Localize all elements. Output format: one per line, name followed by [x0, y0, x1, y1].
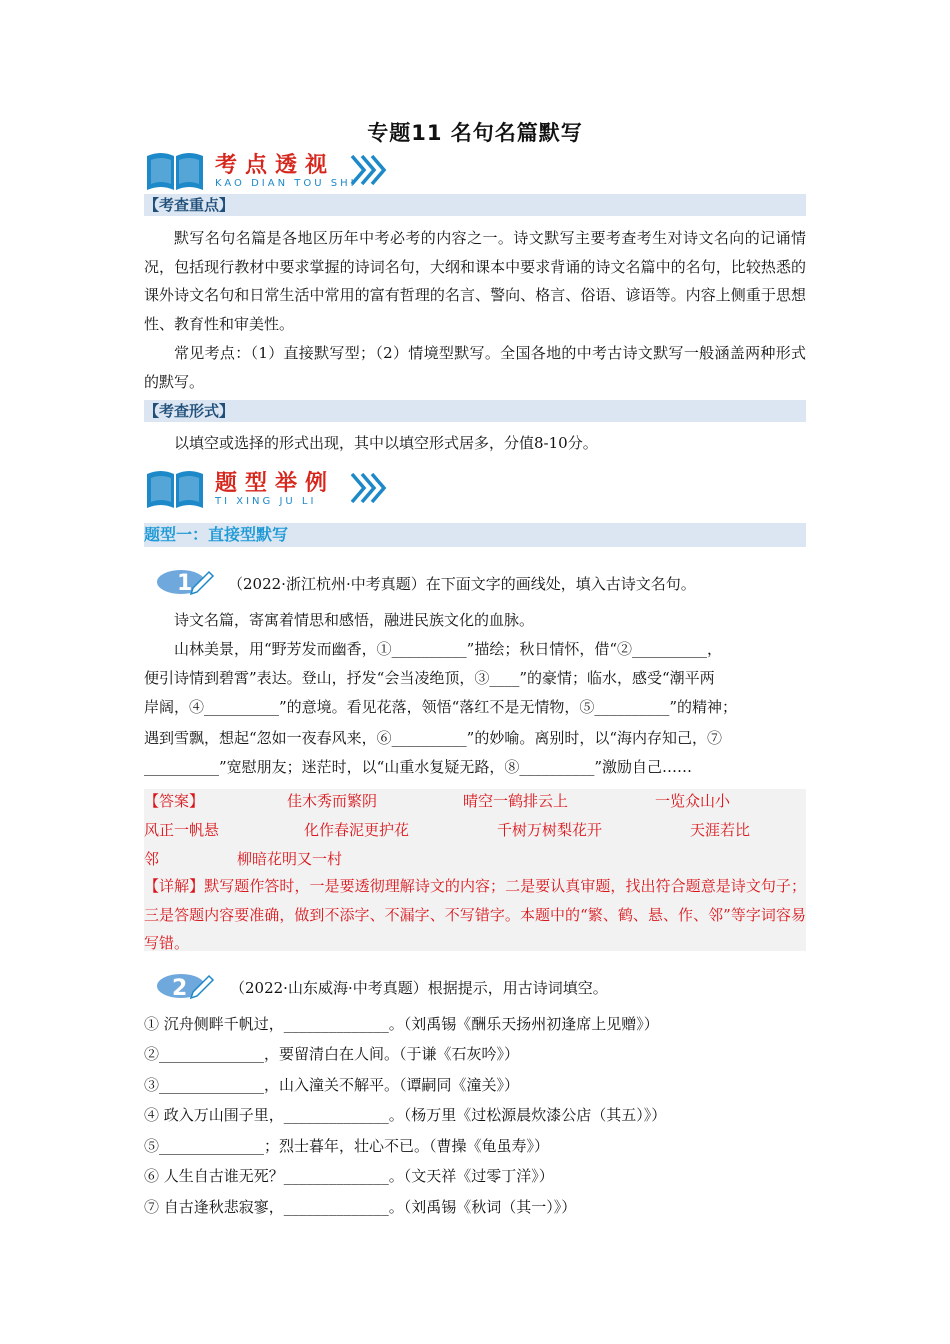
- question-type-heading: 题型一：直接型默写: [144, 523, 806, 547]
- answer-item: 佳木秀而繁阴: [287, 792, 378, 810]
- question-number: 2: [172, 976, 188, 1000]
- page-title: 专题11 名句名篇默写: [367, 121, 583, 145]
- fill-item: ⑥ 人生自古谁无死？______________。（文天祥《过零丁洋》）: [144, 1167, 554, 1185]
- fill-item: ⑦ 自古逢秋悲寂寥，______________。（刘禹锡《秋词（其一）》）: [144, 1198, 577, 1216]
- section-heading-form: 【考查形式】: [144, 400, 806, 422]
- answer-item: 邻: [144, 850, 160, 868]
- question-1-line: 岸阔，④__________”的意境。看见花落，领悟“落红不是无情物，⑤__________”的精神；: [144, 698, 738, 716]
- answer-item: 化作春泥更护花: [304, 821, 410, 839]
- question-2-header: （2022·山东威海·中考真题）根据提示，用古诗词填空。: [230, 979, 608, 997]
- question-1-line: 遇到雪飘，想起“忽如一夜春风来，⑥__________”的妙喻。离别时，以“海内存知己，⑦: [144, 729, 723, 747]
- answer-label: 【答案】: [144, 792, 205, 810]
- answer-item: 晴空一鹤排云上: [463, 792, 569, 810]
- chevrons-right-icon: [350, 154, 390, 186]
- banner-title-cn: 考点透视: [215, 153, 336, 178]
- open-book-icon: [145, 150, 205, 192]
- question-1-intro: 诗文名篇，寄寓着情思和感悟，融进民族文化的血脉。: [174, 611, 535, 629]
- form-paragraph: 以填空或选择的形式出现，其中以填空形式居多，分值8-10分。: [174, 434, 598, 452]
- answer-item: 风正一帆悬: [144, 821, 220, 839]
- answer-item: 柳暗花明又一村: [237, 850, 343, 868]
- banner-title-cn: 题型举例: [215, 471, 336, 496]
- open-book-icon: [145, 468, 205, 510]
- banner-title-en: KAO DIAN TOU SHI: [215, 178, 357, 189]
- question-1-line: 便引诗情到碧霄”表达。登山，抒发“会当凌绝顶，③____”的豪情；临水，感受“潮平两: [144, 669, 715, 687]
- question-1-header: （2022·浙江杭州·中考真题）在下面文字的画线处，填入古诗文名句。: [228, 575, 696, 593]
- answer-item: 千树万树梨花开: [497, 821, 603, 839]
- question-1-line: __________”宽慰朋友；迷茫时，以“山重水复疑无路，⑧__________”激励自己……: [144, 758, 693, 776]
- answer-item: 一览众山小: [655, 792, 731, 810]
- fill-item: ②______________，要留清白在人间。（于谦《石灰吟》）: [144, 1045, 520, 1063]
- detail-explanation: [144, 872, 806, 958]
- question-number-badge-icon: [155, 972, 217, 1000]
- fill-item: ③______________，山入潼关不解平。（谭嗣同《潼关》）: [144, 1076, 520, 1094]
- section-heading-focus: 【考查重点】: [144, 194, 806, 216]
- question-1-line: 山林美景，用“野芳发而幽香，①__________”描绘；秋日情怀，借“②__________，: [174, 640, 723, 658]
- detail-label: 【详解】: [144, 877, 205, 895]
- fill-item: ① 沉舟侧畔千帆过，______________。（刘禹锡《酬乐天扬州初逢席上见赠》）: [144, 1015, 659, 1033]
- fill-item: ⑤______________；烈士暮年，壮心不已。（曹操《龟虽寿》）: [144, 1137, 550, 1155]
- chevrons-right-icon: [350, 472, 390, 504]
- focus-paragraph-2: 常见考点：（1）直接默写型；（2）情境型默写。全国各地的中考古诗文默写一般涵盖两种形式的默写。: [144, 344, 806, 391]
- question-number: 1: [177, 571, 193, 596]
- detail-text: 默写题作答时，一是要透彻理解诗文的内容；二是要认真审题，找出符合题意是诗文句子；三是答题内容要准确，做到不添字、不漏字、不写错字。本题中的“繁、鹤、悬、作、邻”等字词容易写错。: [144, 877, 806, 952]
- question-number-badge-icon: [155, 568, 217, 596]
- section-banner-tixing: [145, 466, 405, 516]
- fill-item: ④ 政入万山围子里，______________。（杨万里《过松源晨炊漆公店（其五）》）: [144, 1106, 667, 1124]
- answer-item: 天涯若比: [690, 821, 751, 839]
- section-banner-kaodian: [145, 148, 405, 198]
- focus-paragraph-1: 默写名句名篇是各地区历年中考必考的内容之一。诗文默写主要考查考生对诗文名向的记诵情况，包括现行教材中要求掌握的诗词名句，大纲和课本中要求背诵的诗文名篇中的名句，比较热悉的课外诗文名句和日常生活中常用的富有哲理的名言、警向、格言、俗语、谚语等。内容上侧重于思想性、教育性和审美性。: [144, 229, 806, 333]
- banner-title-en: TI XING JU LI: [215, 496, 317, 507]
